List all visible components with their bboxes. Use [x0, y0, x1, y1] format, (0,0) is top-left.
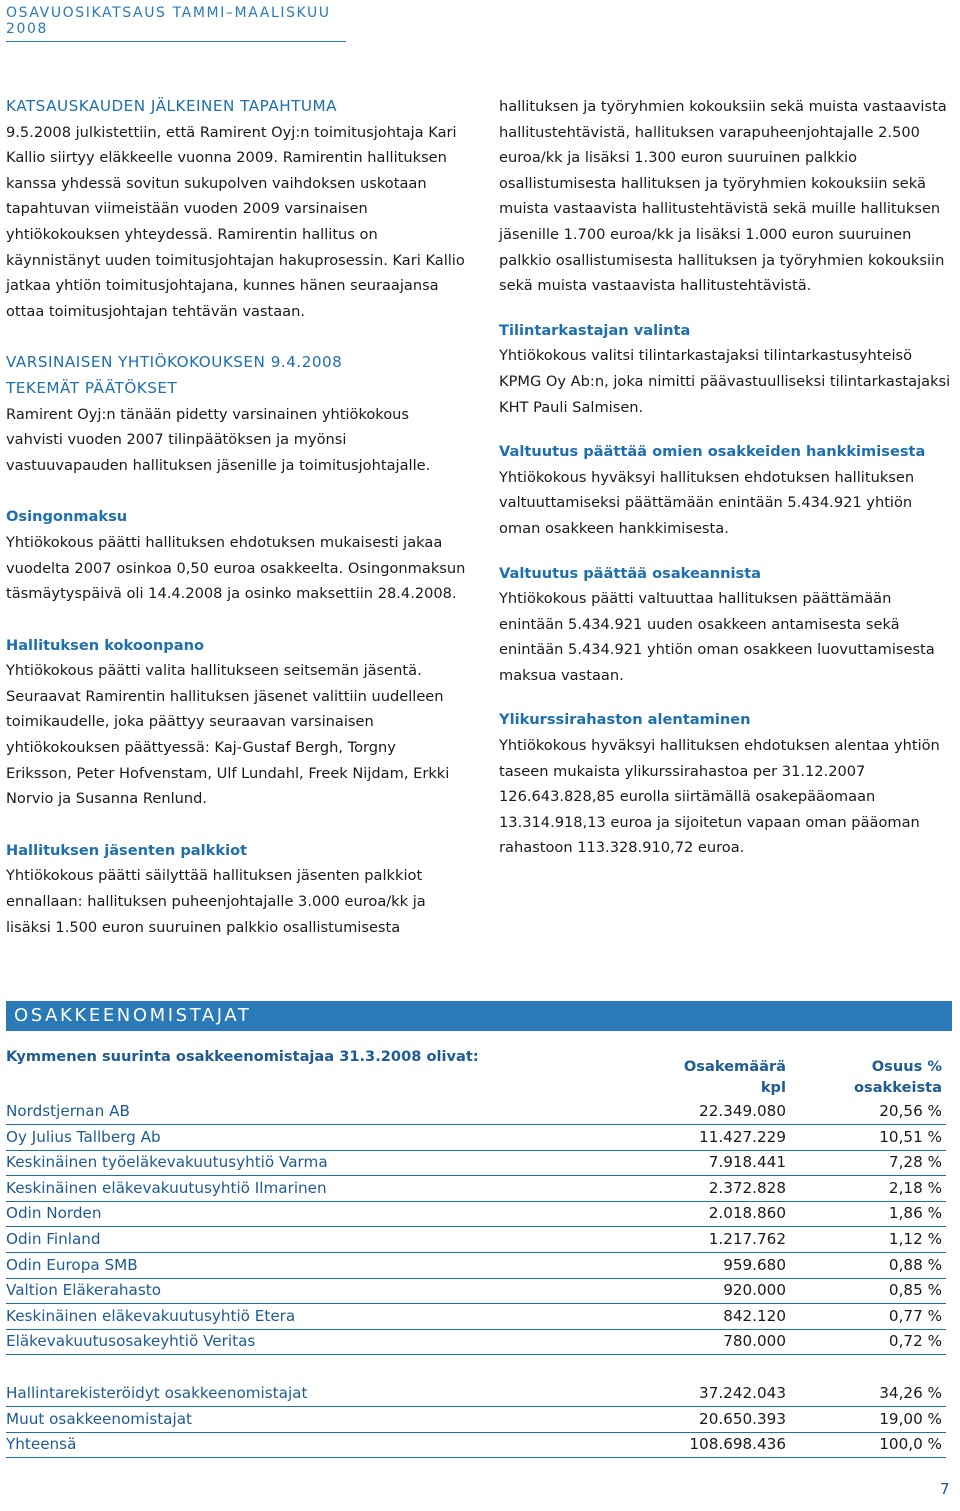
shareholder-name: Nordstjernan AB [6, 1102, 130, 1120]
shareholder-amount: 1.217.762 [708, 1230, 786, 1248]
subheading-share-issue: Valtuutus päättää osakeannista [499, 564, 762, 582]
shareholder-amount: 959.680 [723, 1255, 786, 1274]
shareholder-percentage: 20,56 % [879, 1102, 942, 1120]
shareholder-amount: 37.242.043 [699, 1384, 786, 1402]
column-header-amount [640, 1056, 786, 1098]
shareholders-banner-title: OSAKKEENOMISTAJAT [14, 1005, 252, 1026]
shareholders-table-title: Kymmenen suurinta osakkeenomistajaa 31.3.2008 olivat: [6, 1048, 479, 1065]
shareholder-amount: 2.372.828 [708, 1178, 786, 1197]
shareholder-amount: 11.427.229 [699, 1127, 786, 1146]
shareholder-percentage: 0,77 % [888, 1306, 942, 1325]
shareholder-name: Eläkevakuutusosakeyhtiö Veritas [6, 1332, 256, 1351]
shareholder-percentage: 2,18 % [888, 1178, 942, 1197]
table-row [6, 1150, 946, 1176]
table-row [6, 1278, 946, 1304]
paragraph-board-fees-continued: hallituksen ja työryhmien kokouksiin sekä muista vastaavista hallitustehtävistä, hallituksen varapuheenjohtajalle 2.500 euroa/kk ja lisäksi 1.300 euron suuruinen palkkio osallistumisesta hallituksen ja työryhmien kokouksiin sekä muista vastaavista hallitustehtävistä sekä muille hallituksen jäsenille 1.700 euroa/kk ja lisäksi 1.000 euron suuruinen palkkio osallistumisesta hallituksen ja työryhmien kokouksiin sekä muista vastaavista hallitustehtävistä. [499, 98, 947, 295]
shareholder-percentage: 0,85 % [888, 1281, 942, 1300]
table-row [6, 1099, 946, 1125]
table-row [6, 1329, 946, 1355]
shareholder-percentage: 19,00 % [879, 1409, 942, 1428]
shareholder-percentage: 1,12 % [888, 1230, 942, 1248]
shareholder-amount: 20.650.393 [699, 1409, 786, 1428]
shareholder-amount: 2.018.860 [708, 1204, 786, 1223]
right-column [499, 94, 957, 861]
shareholder-amount: 22.349.080 [699, 1102, 786, 1120]
table-row [6, 1201, 946, 1227]
shareholder-name: Keskinäinen eläkevakuutusyhtiö Etera [6, 1306, 296, 1325]
paragraph-own-shares: Yhtiökokous hyväksyi hallituksen ehdotuksen hallituksen valtuuttamiseksi päättämään enintään 5.434.921 yhtiön oman osakkeen hankkimisesta. [499, 468, 915, 537]
paragraph-after-period: 9.5.2008 julkistettiin, että Ramirent Oyj:n toimitusjohtaja Kari Kallio siirtyy eläkkeelle vuonna 2009. Ramirentin hallituksen kanssa yhdessä sovitun sukupolven vaihdoksen uskotaan tapahtuvan viimeistään vuoden 2009 varsinaisen yhtiökokouksen yhteydessä. Ramirentin hallitus on käynnistänyt uuden toimitusjohtajan hakuprosessin. Kari Kallio jatkaa yhtiön toimitusjohtajana, kunnes hänen seuraajansa ottaa toimitusjohtajan tehtävän vastaan. [6, 123, 465, 320]
shareholder-name: Keskinäinen eläkevakuutusyhtiö Ilmarinen [6, 1178, 327, 1197]
table-total-row [6, 1432, 946, 1458]
shareholder-name: Odin Europa SMB [6, 1255, 138, 1274]
section-heading-agm-2: TEKEMÄT PÄÄTÖKSET [6, 378, 178, 397]
table-row [6, 1227, 946, 1253]
paragraph-auditor: Yhtiökokous valitsi tilintarkastajaksi tilintarkastusyhteisö KPMG Oy Ab:n, joka nimitti päävastuulliseksi tilintarkastajaksi KHT Pauli Salmisen. [499, 347, 951, 416]
subheading-dividend: Osingonmaksu [6, 508, 128, 526]
shareholder-name: Oy Julius Tallberg Ab [6, 1127, 161, 1146]
shareholder-name: Muut osakkeenomistajat [6, 1409, 192, 1428]
shareholder-name: Odin Finland [6, 1230, 101, 1248]
shareholder-amount: 842.120 [723, 1306, 786, 1325]
table-row [6, 1304, 946, 1330]
shareholder-name: Odin Norden [6, 1204, 102, 1223]
shareholder-percentage: 0,88 % [888, 1255, 942, 1274]
shareholder-percentage: 34,26 % [879, 1384, 942, 1402]
paragraph-premium-fund: Yhtiökokous hyväksyi hallituksen ehdotuksen alentaa yhtiön taseen mukaista ylikurssirahastoa per 31.12.2007 126.643.828,85 eurolla siirtämällä osakepääomaan 13.314.918,13 euroa ja sijoitetun vapaan oman pääoman rahastoon 113.328.910,72 euroa. [499, 737, 940, 857]
shareholder-amount: 920.000 [723, 1281, 786, 1300]
shareholder-percentage: 0,72 % [888, 1332, 942, 1351]
column-header-share [800, 1056, 942, 1098]
shareholder-percentage: 1,86 % [888, 1204, 942, 1223]
subheading-board-composition: Hallituksen kokoonpano [6, 636, 204, 654]
shareholder-percentage: 7,28 % [888, 1153, 942, 1172]
table-row [6, 1253, 946, 1279]
subheading-board-fees: Hallituksen jäsenten palkkiot [6, 841, 248, 859]
left-column [6, 94, 466, 940]
running-header: OSAVUOSIKATSAUS TAMMI–MAALISKUU 2008 [6, 5, 346, 42]
shareholder-name: Valtion Eläkerahasto [6, 1281, 162, 1300]
paragraph-board-fees: Yhtiökokous päätti säilyttää hallituksen jäsenten palkkiot ennallaan: hallituksen puheenjohtajalle 3.000 euroa/kk ja lisäksi 1.500 euron suuruinen palkkio osallistumisesta [6, 867, 426, 936]
subheading-own-shares: Valtuutus päättää omien osakkeiden hankkimisesta [499, 443, 926, 461]
shareholder-percentage: 100,0 % [879, 1435, 942, 1454]
table-row [6, 1176, 946, 1202]
shareholder-name: Yhteensä [6, 1435, 77, 1454]
paragraph-board-composition: Yhtiökokous päätti valita hallitukseen seitsemän jäsentä. Seuraavat Ramirentin hallituksen jäsenet valittiin uudelleen toimikaudelle, joka päättyy seuraavan varsinaisen yhtiökokouksen päättyessä: Kaj-Gustaf Bergh, Torgny Eriksson, Peter Hofvenstam, Ulf Lundahl, Freek Nijdam, Erkki Norvio ja Susanna Renlund. [6, 662, 450, 808]
shareholder-amount: 108.698.436 [689, 1435, 786, 1454]
shareholder-amount: 780.000 [723, 1332, 786, 1351]
shareholder-amount: 7.918.441 [708, 1153, 786, 1172]
column-header-share-line2: osakkeista [854, 1079, 942, 1096]
paragraph-dividend: Yhtiökokous päätti hallituksen ehdotuksen mukaisesti jakaa vuodelta 2007 osinkoa 0,50 euroa osakkeelta. Osingonmaksun täsmäytyspäivä oli 14.4.2008 ja osinko maksettiin 28.4.2008. [6, 533, 466, 603]
table-total-row [6, 1381, 946, 1407]
section-heading-after-period: KATSAUSKAUDEN JÄLKEINEN TAPAHTUMA [6, 97, 338, 115]
subheading-auditor: Tilintarkastajan valinta [499, 321, 691, 339]
shareholders-banner [6, 1001, 952, 1031]
column-header-amount-line1: Osakemäärä [683, 1058, 786, 1075]
shareholder-name: Hallintarekisteröidyt osakkeenomistajat [6, 1384, 308, 1402]
page-number: 7 [940, 1480, 950, 1498]
table-row [6, 1125, 946, 1151]
paragraph-agm: Ramirent Oyj:n tänään pidetty varsinainen yhtiökokous vahvisti vuoden 2007 tilinpäätöksen ja myönsi vastuuvapauden hallituksen jäsenille ja toimitusjohtajalle. [6, 405, 431, 474]
column-header-amount-line2: kpl [760, 1079, 786, 1096]
paragraph-share-issue: Yhtiökokous päätti valtuuttaa hallituksen päättämään enintään 5.434.921 uuden osakkeen antamisesta sekä enintään 5.434.921 yhtiön oman osakkeen luovuttamisesta maksua vastaan. [499, 590, 935, 684]
subheading-premium-fund: Ylikurssirahaston alentaminen [499, 711, 751, 729]
section-heading-agm-1: VARSINAISEN YHTIÖKOKOUKSEN 9.4.2008 [6, 353, 343, 372]
shareholder-name: Keskinäinen työeläkevakuutusyhtiö Varma [6, 1153, 328, 1172]
column-header-share-line1: Osuus % [871, 1058, 942, 1075]
table-total-row [6, 1407, 946, 1433]
shareholder-percentage: 10,51 % [879, 1127, 942, 1146]
